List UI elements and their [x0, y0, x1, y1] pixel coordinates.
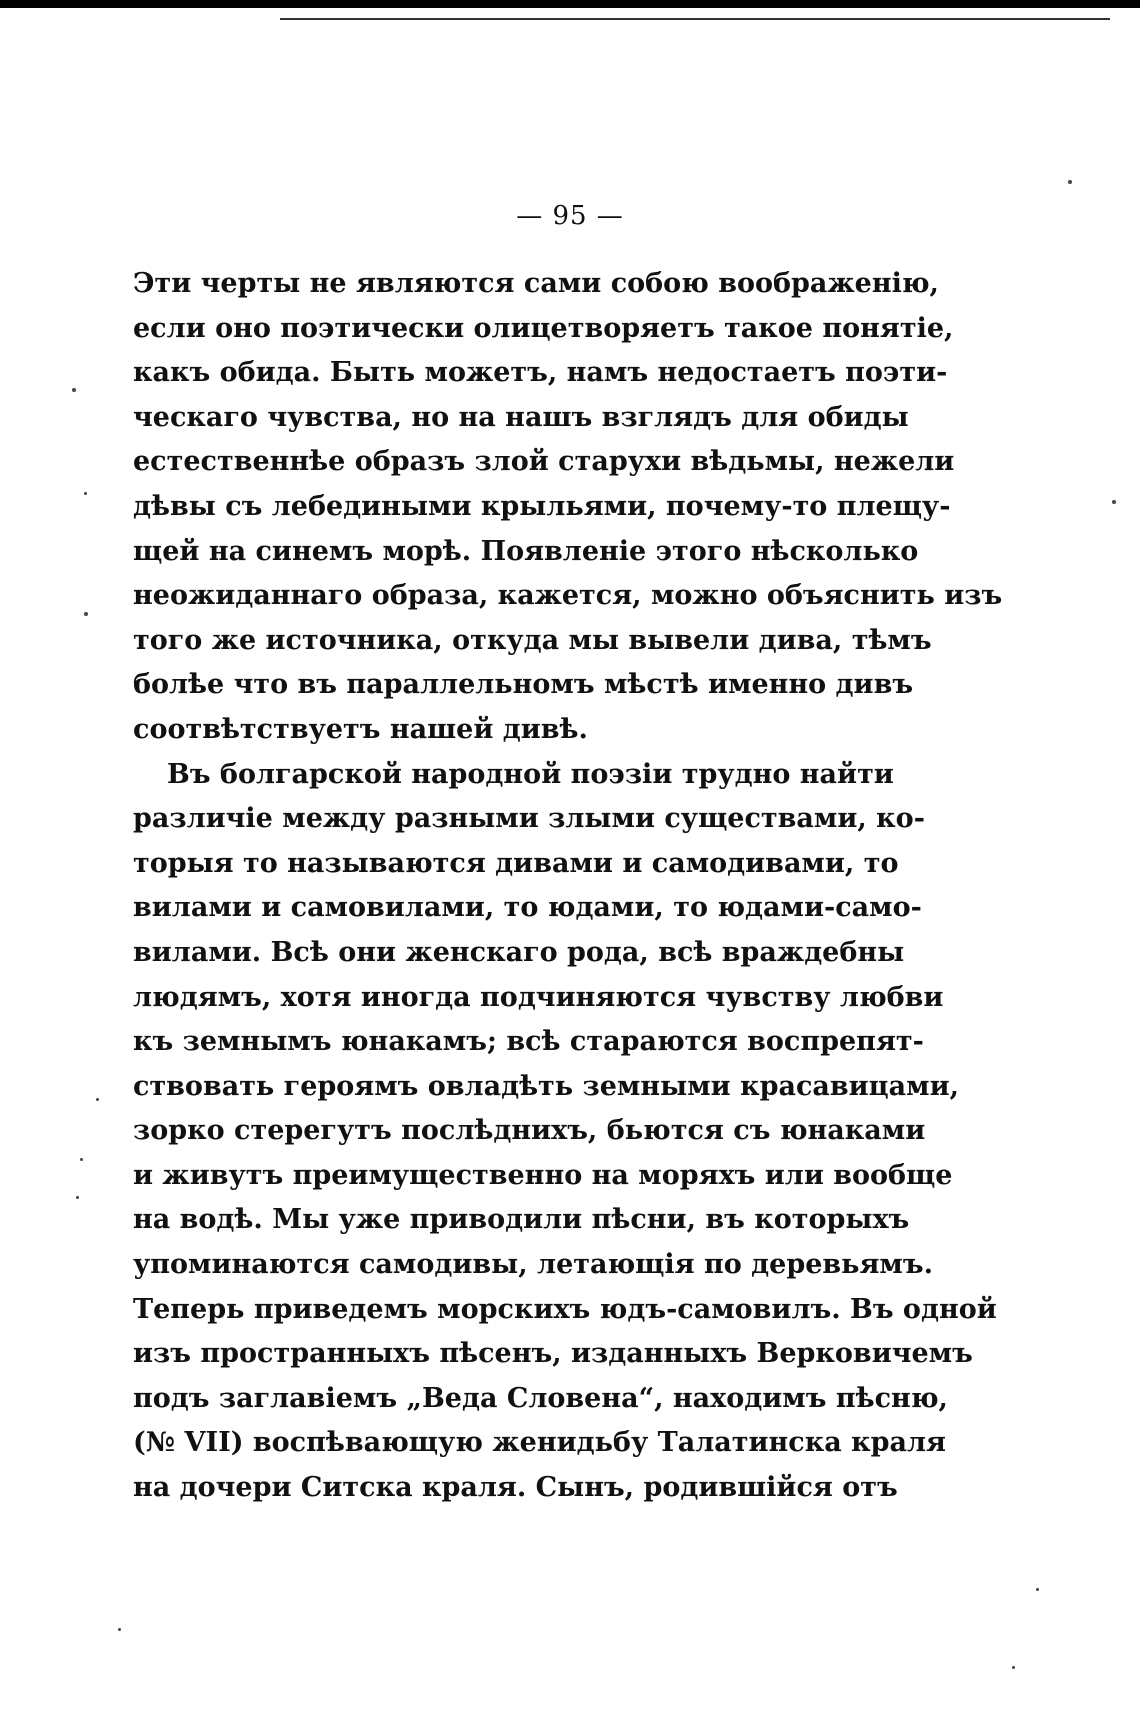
top-rule	[280, 18, 1110, 20]
paragraph-1	[133, 262, 1003, 753]
scan-speck	[1112, 500, 1116, 504]
text-line: подъ заглавіемъ „Веда Словена“, находимъ пѣсню,	[133, 1382, 948, 1414]
text-line: если оно поэтически олицетворяетъ такое понятіе,	[133, 312, 954, 344]
body-text	[133, 262, 1003, 1511]
scan-speck	[76, 1196, 79, 1199]
text-line: (№ VII) воспѣвающую женидьбу Талатинска краля	[133, 1427, 946, 1459]
text-line: того же источника, откуда мы вывели дива, тѣмъ	[133, 624, 932, 656]
text-line: Теперь приведемъ морскихъ юдъ-самовилъ. Въ одной	[133, 1293, 997, 1325]
text-line: къ земнымъ юнакамъ; всѣ стараются воспрепят-	[133, 1026, 924, 1058]
scan-speck	[1036, 1588, 1039, 1591]
scan-speck	[84, 612, 88, 616]
text-line: дѣвы съ лебедиными крыльями, почему-то плещу-	[133, 490, 951, 522]
text-line: людямъ, хотя иногда подчиняются чувству любви	[133, 981, 944, 1013]
text-line: какъ обида. Быть можетъ, намъ недостаетъ поэти-	[133, 357, 948, 389]
text-line: ствовать героямъ овладѣть земными красавицами,	[133, 1070, 959, 1102]
text-line: Эти черты не являются сами собою воображенію,	[133, 268, 939, 299]
text-line: торыя то называются дивами и самодивами, то	[133, 847, 899, 879]
scan-speck	[80, 1158, 83, 1161]
scan-speck	[72, 388, 76, 392]
text-line: болѣе что въ параллельномъ мѣстѣ именно дивъ	[133, 669, 914, 701]
text-line: щей на синемъ морѣ. Появленіе этого нѣсколько	[133, 535, 919, 567]
text-line: изъ пространныхъ пѣсенъ, изданныхъ Верковичемъ	[133, 1338, 973, 1370]
text-line: вилами. Всѣ они женскаго рода, всѣ враждебны	[133, 936, 905, 968]
page-number: — 95 —	[516, 201, 624, 231]
scan-speck	[118, 1628, 121, 1631]
text-line: различіе между разными злыми существами, ко-	[133, 803, 925, 835]
text-line: зорко стерегутъ послѣднихъ, бьются съ юнаками	[133, 1115, 926, 1147]
paragraph-2	[133, 753, 997, 1511]
scan-speck	[1068, 180, 1072, 184]
text-line: на дочери Ситска краля. Сынъ, родившійся отъ	[133, 1472, 898, 1504]
text-line: упоминаются самодивы, летающія по деревьямъ.	[133, 1249, 933, 1281]
scan-speck	[96, 1098, 99, 1101]
text-line: неожиданнаго образа, кажется, можно объяснить изъ	[133, 580, 1003, 612]
text-line: и живутъ преимущественно на моряхъ или вообще	[133, 1159, 953, 1191]
text-line: естественнѣе образъ злой старухи вѣдьмы, нежели	[133, 446, 955, 478]
top-border	[0, 0, 1140, 8]
text-line: вилами и самовилами, то юдами, то юдами-само-	[133, 892, 922, 924]
text-line: Въ болгарской народной поэзіи трудно найти	[167, 758, 894, 790]
text-line: соотвѣтствуетъ нашей дивѣ.	[133, 713, 588, 745]
scan-speck	[84, 492, 87, 495]
scan-speck	[1012, 1666, 1015, 1669]
text-line: ческаго чувства, но на нашъ взглядъ для обиды	[133, 401, 909, 433]
text-line: на водѣ. Мы уже приводили пѣсни, въ которыхъ	[133, 1204, 910, 1236]
